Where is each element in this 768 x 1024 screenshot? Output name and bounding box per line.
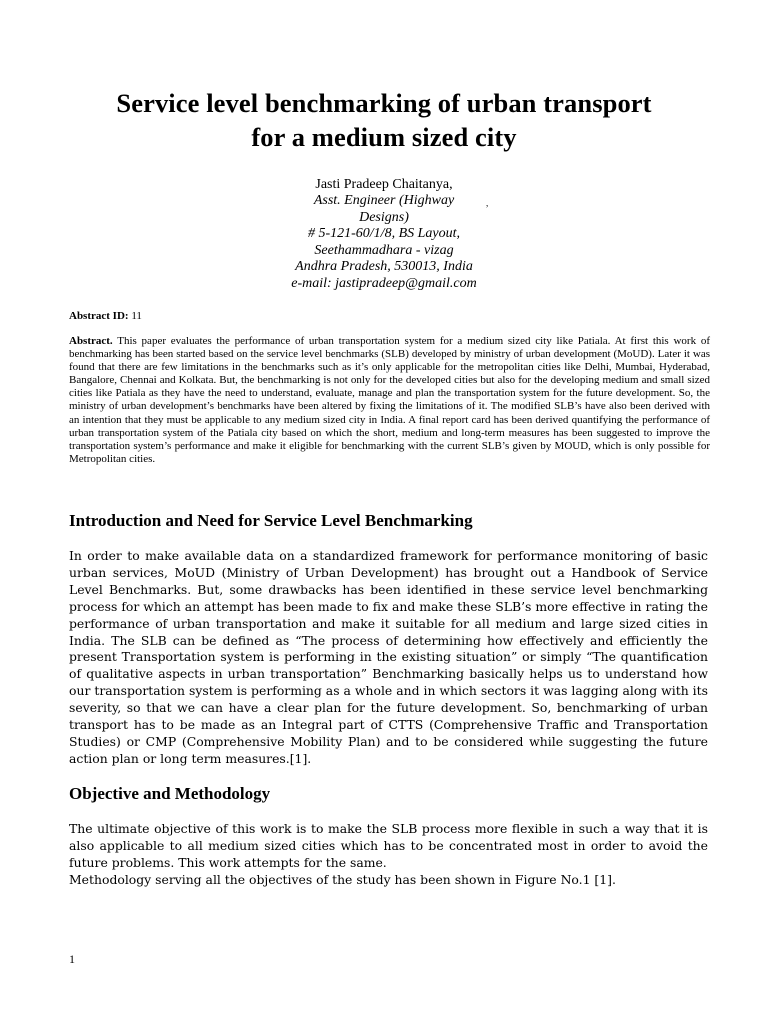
author-name: Jasti Pradeep Chaitanya, — [315, 177, 453, 192]
section-heading-objective: Objective and Methodology — [69, 784, 271, 803]
objective-paragraph: The ultimate objective of this work is to make the SLB process more flexible in such a way that it is also applicable to all medium sized cities which has to be concentrated most in order to avoid the future problems. This work attempts for the same. — [69, 821, 708, 870]
introduction-paragraph: In order to make available data on a standardized framework for performance monitoring of basic urban services, MoUD (Ministry of Urban Development) has brought out a Handbook of Service Level Benchmarks. But, some drawbacks has been identified in these service level benchmarking process for which an attempt has been made to fix and make these SLB’s more effective in rating the performance of urban transportation and make it suitable for all medium and large sized cities in India. The SLB can be defined as “The process of determining how effectively and efficiently the present Transportation system is performing in the existing situation” or simply “The quantification of qualitative aspects in urban transportation” Benchmarking basically helps us to understand how our transportation system is performing as a whole and in which sectors it was lagging along with its severity, so that we can have a clear plan for the future development. So, benchmarking of urban transport has to be made as an Integral part of CTTS (Comprehensive Traffic and Transportation Studies) or CMP (Comprehensive Mobility Plan) and to be considered while suggesting the future action plan or long term measures.[1]. — [69, 548, 708, 766]
paper-title — [40, 86, 728, 154]
author-email: e-mail: jastipradeep@gmail.com — [291, 275, 477, 291]
stray-mark: , — [486, 198, 489, 208]
title-line-2: for a medium sized city — [251, 122, 517, 152]
methodology-paragraph: Methodology serving all the objectives of the study has been shown in Figure No.1 [1]. — [69, 872, 616, 887]
page-number: 1 — [69, 952, 75, 966]
affiliation-line: # 5-121-60/1/8, BS Layout, — [307, 226, 461, 241]
abstract-text: This paper evaluates the performance of urban transportation system for a medium sized city like Patiala. At first this work of benchmarking has been started based on the service level benchmarks (SLB) developed by ministry of urban development (MoUD). Later it was found that there are few limitations in the benchmarks such as it’s only applicable for the metropolitan cities like Delhi, Mumbai, Hyderabad, Bangalore, Chennai and Kolkata. But, the benchmarking is not only for the developed cities but also for the developing medium and small sized cities like Patiala as they have the need to understand, evaluate, manage and plan the transportation system for the future development. So, the ministry of urban development’s benchmarks have been altered by fixing the limitations of it. The modified SLB’s have also been derived with an intention that they must be applicable to any medium sized city in India. A final report card has been derived quantifying the performance of urban transportation system of the Patiala city based on which the short, medium and long-term measures has been suggested to improve the transportation system’s performance and make it eligible for benchmarking with the current SLB’s given by MOUD, which is only possible for Metropolitan cities. — [69, 335, 710, 465]
affiliation-line: Seethammadhara - vizag — [314, 242, 454, 258]
abstract-id-value: 11 — [128, 310, 142, 322]
abstract-label: Abstract. — [69, 335, 113, 347]
section-heading-introduction: Introduction and Need for Service Level Benchmarking — [69, 511, 473, 530]
abstract — [69, 335, 710, 466]
affiliation-line: Andhra Pradesh, 530013, India — [295, 259, 473, 274]
affiliation-line: Asst. Engineer (Highway — [313, 193, 455, 208]
affiliation-line: Designs) — [359, 209, 409, 225]
abstract-id-label: Abstract ID: — [69, 310, 129, 322]
title-line-1: Service level benchmarking of urban transport — [116, 88, 652, 118]
author-affiliation — [0, 193, 768, 292]
abstract-id — [69, 309, 142, 323]
